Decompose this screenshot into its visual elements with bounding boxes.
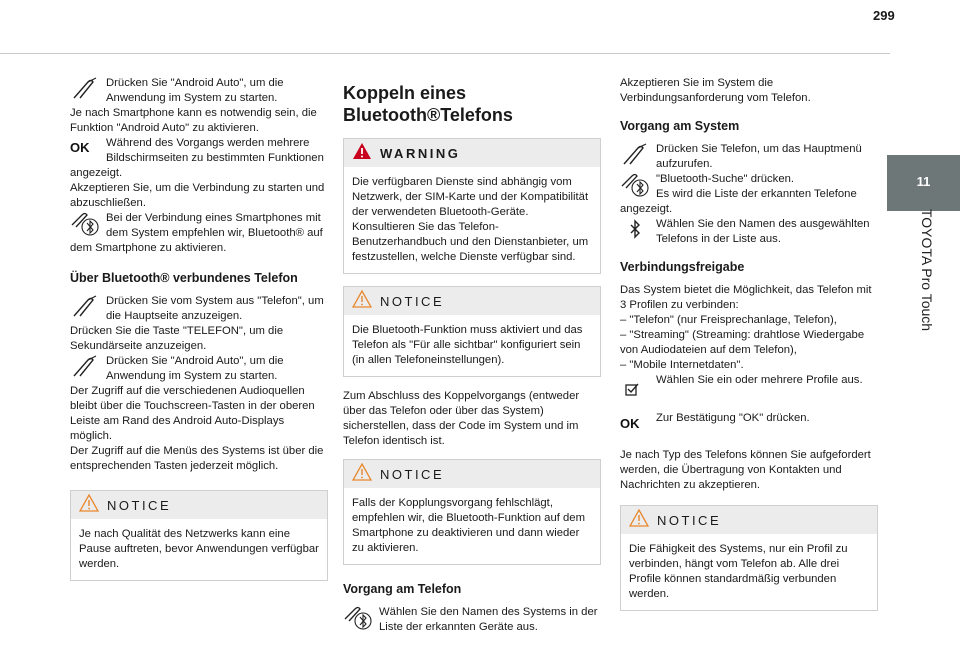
section-heading: Über Bluetooth® verbundenes Telefon [70, 271, 298, 285]
step-telefon [620, 142, 878, 172]
paragraph: Der Zugriff auf die Menüs des Systems ist über die entsprechenden Tasten jederzeit möglich. [70, 445, 324, 472]
warning-header [344, 139, 600, 167]
step-text: Während des Vorgangs werden mehrere Bildschirmseiten zu bestimmten Funktionen angezeigt. [70, 137, 324, 179]
notice-label: NOTICE [380, 466, 445, 482]
finger-bluetooth-icon [343, 605, 375, 631]
notice-label: NOTICE [380, 293, 445, 309]
notice-label: NOTICE [657, 512, 722, 528]
notice-triangle-icon [629, 509, 649, 532]
notice-header [344, 287, 600, 315]
notice-header [71, 491, 327, 519]
step-text: Es wird die Liste der erkannten Telefone angezeigt. [620, 188, 857, 215]
warning-text: Die verfügbaren Dienste sind abhängig vom Netzwerk, der SIM-Karte und der Kompatibilität der verwendeten Bluetooth-Geräte. Konsultieren Sie das Telefon-Benutzerhandbuch und den Dienstanbieter, um festzustellen, welche Dienste verfügbar sind. [352, 176, 589, 263]
step-android-auto-2 [70, 354, 328, 384]
step-android-auto [70, 76, 328, 106]
finger-press-icon [70, 354, 102, 380]
paragraph: Akzeptieren Sie im System die Verbindungsanforderung vom Telefon. [620, 77, 811, 104]
notice-triangle-icon [79, 494, 99, 517]
list-item: – "Streaming" (Streaming: drahtlose Wiedergabe von Audiodateien auf dem Telefon), [620, 329, 865, 356]
warning-triangle-icon [352, 142, 372, 165]
step-text: Zur Bestätigung "OK" drücken. [656, 412, 810, 424]
step-text: Drücken Sie "Android Auto", um die Anwendung im System zu starten. [106, 77, 284, 104]
finger-press-icon [70, 294, 102, 320]
section-heading: Vorgang am Telefon [343, 582, 462, 596]
paragraph: Das System bietet die Möglichkeit, das Telefon mit 3 Profilen zu verbinden: [620, 284, 872, 311]
notice-text: Je nach Qualität des Netzwerks kann eine Pause auftreten, bevor Anwendungen verfügbar werden. [79, 528, 319, 570]
page-title: Koppeln eines Bluetooth®Telefons [343, 83, 513, 125]
warning-label: WARNING [380, 145, 461, 161]
finger-press-icon [70, 76, 102, 102]
ok-icon: OK [70, 140, 90, 155]
bluetooth-icon [620, 217, 652, 243]
step-select-name [620, 217, 878, 247]
notice-box [70, 490, 328, 581]
paragraph: Akzeptieren Sie, um die Verbindung zu starten und abzuschließen. [70, 182, 325, 209]
step-bluetooth-recommend [70, 211, 328, 256]
notice-box [343, 459, 601, 565]
checkbox-icon [620, 373, 652, 407]
step-select-system [343, 605, 601, 635]
step-text: Wählen Sie den Namen des ausgewählten Telefons in der Liste aus. [656, 218, 870, 245]
step-choose-profiles [620, 373, 878, 403]
notice-triangle-icon [352, 290, 372, 313]
section-heading: Verbindungsfreigabe [620, 260, 745, 274]
notice-box [343, 286, 601, 377]
step-text: Drücken Sie Telefon, um das Hauptmenü aufzurufen. [656, 143, 862, 170]
notice-header [621, 506, 877, 534]
finger-bluetooth-icon [620, 172, 652, 198]
notice-text: Die Bluetooth-Funktion muss aktiviert und das Telefon als "Für alle sichtbar" konfiguriert sein (in allen Telefoneinstellungen). [352, 324, 583, 366]
page-number: 299 [873, 8, 895, 23]
finger-press-icon [620, 142, 652, 168]
column-1 [70, 76, 328, 593]
step-text: Bei der Verbindung eines Smartphones mit dem System empfehlen wir, Bluetooth® auf dem Smartphone zu aktivieren. [70, 212, 323, 254]
notice-header [344, 460, 600, 488]
list-item: – "Mobile Internetdaten". [620, 359, 744, 371]
header-rule [0, 53, 890, 54]
step-text: Wählen Sie ein oder mehrere Profile aus. [656, 374, 863, 386]
chapter-number: 11 [916, 174, 931, 189]
paragraph: Zum Abschluss des Koppelvorgangs (entweder über das Telefon oder über das System) sicherstellen, dass der Code im System und im Telefon identisch ist. [343, 390, 580, 447]
notice-box [620, 505, 878, 611]
step-ok [70, 136, 328, 181]
warning-box [343, 138, 601, 274]
step-bluetooth-search [620, 172, 878, 217]
notice-text: Falls der Kopplungsvorgang fehlschlägt, empfehlen wir, die Bluetooth-Funktion auf dem Smartphone zu deaktivieren und dann wieder zu aktivieren. [352, 497, 585, 554]
step-text: Wählen Sie den Namen des Systems in der Liste der erkannten Geräte aus. [379, 606, 598, 633]
step-text: "Bluetooth-Suche" drücken. [656, 173, 795, 185]
step-phone [70, 294, 328, 324]
finger-bluetooth-icon [70, 211, 102, 237]
column-2 [343, 76, 601, 635]
step-text: Drücken Sie vom System aus "Telefon", um die Hauptseite anzuzeigen. [106, 295, 324, 322]
paragraph: Je nach Typ des Telefons können Sie aufgefordert werden, die Übertragung von Kontakten und Nachrichten zu akzeptieren. [620, 449, 871, 491]
section-heading: Vorgang am System [620, 119, 740, 133]
notice-text: Die Fähigkeit des Systems, nur ein Profil zu verbinden, hängt vom Telefon ab. Alle drei Profile können standardmäßig verbunden werden. [629, 543, 848, 600]
ok-icon: OK [620, 416, 640, 431]
step-confirm-ok [620, 411, 878, 437]
paragraph: Der Zugriff auf die verschiedenen Audioquellen bleibt über die Touchscreen-Tasten in der oberen Leiste am Rand des Android Auto-Displays möglich. [70, 385, 315, 442]
paragraph: Drücken Sie die Taste "TELEFON", um die Sekundärseite anzuzeigen. [70, 325, 284, 352]
notice-label: NOTICE [107, 497, 172, 513]
paragraph: Je nach Smartphone kann es notwendig sein, die Funktion "Android Auto" zu aktivieren. [70, 107, 317, 134]
list-item: – "Telefon" (nur Freisprechanlage, Telefon), [620, 314, 837, 326]
notice-triangle-icon [352, 463, 372, 486]
step-text: Drücken Sie "Android Auto", um die Anwendung im System zu starten. [106, 355, 284, 382]
chapter-title: TOYOTA Pro Touch [919, 208, 935, 332]
column-3 [620, 76, 878, 623]
